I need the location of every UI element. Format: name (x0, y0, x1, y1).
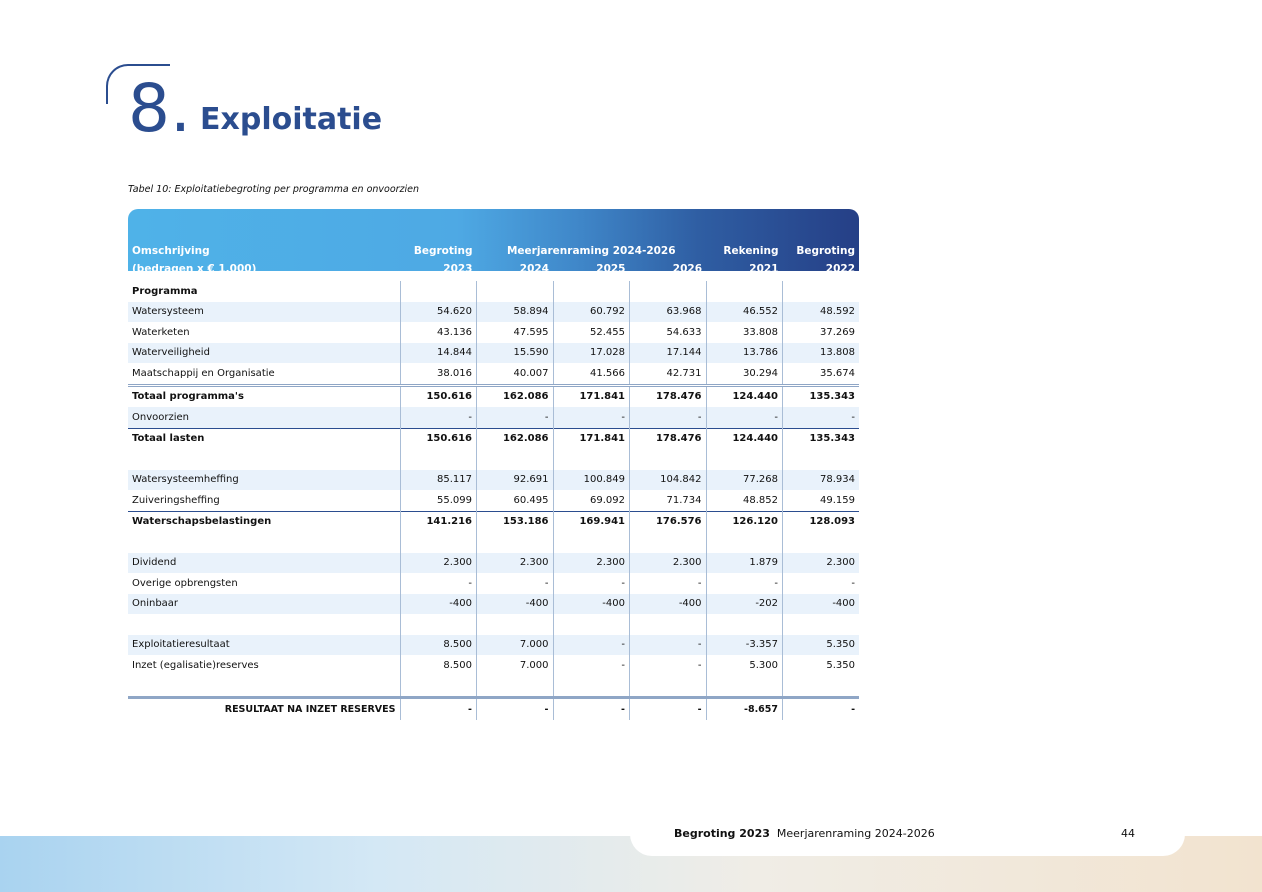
row-value: - (630, 407, 707, 428)
row-label: Waterketen (132, 326, 190, 338)
row-value (783, 676, 860, 698)
row-value: 5.300 (706, 655, 783, 676)
row-label: Zuiveringsheffing (132, 494, 220, 506)
row-value: - (630, 573, 707, 594)
table-row (128, 553, 859, 574)
row-value: 169.941 (553, 511, 630, 532)
header-year-2021: 2021 (749, 263, 779, 275)
row-value: -400 (477, 594, 554, 615)
header-year-2025: 2025 (596, 263, 626, 275)
row-value: 49.159 (783, 490, 860, 511)
row-value: 141.216 (400, 511, 477, 532)
row-value (783, 532, 860, 553)
row-value (400, 532, 477, 553)
row-label: Waterschapsbelastingen (128, 511, 400, 532)
row-value: 43.136 (400, 322, 477, 343)
row-value: 7.000 (477, 635, 554, 656)
row-label: Onvoorzien (128, 407, 400, 428)
row-value (783, 449, 860, 470)
row-value: - (400, 698, 477, 720)
row-value (553, 676, 630, 698)
row-value: - (783, 573, 860, 594)
row-label: Totaal programma's (128, 385, 400, 407)
row-value: 128.093 (783, 511, 860, 532)
row-label (128, 614, 400, 635)
row-value: - (783, 698, 860, 720)
row-value: - (553, 635, 630, 656)
row-value: -400 (783, 594, 860, 615)
row-label: Watersysteem (128, 302, 400, 323)
header-begroting-2022: Begroting (796, 245, 856, 257)
row-value: 7.000 (477, 655, 554, 676)
row-value (400, 449, 477, 470)
row-value: 33.808 (706, 322, 783, 343)
row-value: - (477, 573, 554, 594)
header-year-2023: 2023 (443, 263, 473, 275)
table-row (128, 407, 859, 428)
row-value: 54.633 (630, 322, 707, 343)
row-value (706, 532, 783, 553)
row-value (477, 614, 554, 635)
chapter-title: Exploitatie (200, 102, 383, 137)
row-value: 17.028 (553, 343, 630, 364)
row-value: 52.455 (553, 322, 630, 343)
row-value: - (630, 635, 707, 656)
header-year-2026: 2026 (672, 263, 703, 275)
table-row (128, 490, 859, 511)
row-value: - (400, 407, 477, 428)
row-value: 85.117 (400, 470, 477, 491)
row-value: -8.657 (706, 698, 783, 720)
row-value: 17.144 (630, 343, 707, 364)
table-row (128, 302, 859, 323)
row-value: - (553, 407, 630, 428)
header-meerjarenraming: Meerjarenraming 2024-2026 (506, 245, 676, 257)
row-label: Exploitatieresultaat (128, 635, 400, 656)
row-value: - (553, 655, 630, 676)
row-value (630, 676, 707, 698)
row-label: Overige opbrengsten (132, 577, 238, 589)
row-value: 55.099 (400, 490, 477, 511)
row-value: 77.268 (706, 470, 783, 491)
row-value (553, 281, 630, 302)
row-value: 38.016 (400, 363, 477, 385)
row-value: -400 (400, 594, 477, 615)
row-value: 124.440 (706, 385, 783, 407)
row-value: - (706, 407, 783, 428)
row-value: 162.086 (477, 385, 554, 407)
row-value: 5.350 (783, 655, 860, 676)
table-row (128, 281, 859, 302)
row-value: 58.894 (477, 302, 554, 323)
row-value: 8.500 (400, 635, 477, 656)
row-value: -3.357 (706, 635, 783, 656)
exploitation-table (128, 209, 859, 720)
row-value: -400 (553, 594, 630, 615)
row-value: 1.879 (706, 553, 783, 574)
row-value: - (553, 573, 630, 594)
row-value: 176.576 (630, 511, 707, 532)
row-value (630, 532, 707, 553)
row-value: 104.842 (630, 470, 707, 491)
row-value: 30.294 (706, 363, 783, 385)
row-value: - (783, 407, 860, 428)
header-year-2022: 2022 (825, 263, 856, 275)
row-value: - (400, 573, 477, 594)
page-number: 44 (1121, 827, 1135, 840)
table-row (128, 698, 859, 720)
row-value: 5.350 (783, 635, 860, 656)
header-begroting-2023: Begroting (413, 245, 473, 257)
row-value: 69.092 (553, 490, 630, 511)
row-value: 37.269 (783, 322, 860, 343)
row-value: 14.844 (400, 343, 477, 364)
row-value: 178.476 (630, 385, 707, 407)
row-value (553, 449, 630, 470)
table-row (128, 655, 859, 676)
row-value (630, 449, 707, 470)
row-label (128, 676, 400, 698)
table-row (128, 532, 859, 553)
row-value: 41.566 (553, 363, 630, 385)
header-unit: (bedragen x € 1.000) (132, 263, 257, 275)
table-row (128, 363, 859, 385)
row-label (128, 532, 400, 553)
row-value: -202 (706, 594, 783, 615)
table-row (128, 614, 859, 635)
table-row (128, 385, 859, 407)
row-value: - (553, 698, 630, 720)
row-value: 8.500 (400, 655, 477, 676)
row-value: 63.968 (630, 302, 707, 323)
row-value: 2.300 (400, 553, 477, 574)
row-value: 126.120 (706, 511, 783, 532)
footer-title-bold: Begroting 2023 (674, 827, 770, 840)
row-label: Watersysteemheffing (128, 470, 400, 491)
row-value: -400 (630, 594, 707, 615)
row-value: 100.849 (553, 470, 630, 491)
row-value: 48.592 (783, 302, 860, 323)
row-value: 178.476 (630, 428, 707, 449)
row-value (630, 614, 707, 635)
row-value: 54.620 (400, 302, 477, 323)
row-label: Waterveiligheid (128, 343, 400, 364)
header-year-2024: 2024 (519, 263, 549, 275)
row-value (783, 281, 860, 302)
row-value: 2.300 (477, 553, 554, 574)
footer-document-title (674, 827, 935, 840)
table-row (128, 343, 859, 364)
row-value: 171.841 (553, 385, 630, 407)
row-value (477, 532, 554, 553)
row-value: 92.691 (477, 470, 554, 491)
row-value (477, 449, 554, 470)
row-value: 2.300 (783, 553, 860, 574)
row-value: 46.552 (706, 302, 783, 323)
row-value: 2.300 (553, 553, 630, 574)
row-value (400, 281, 477, 302)
row-value: 42.731 (630, 363, 707, 385)
table-row (128, 676, 859, 698)
table-row (128, 470, 859, 491)
header-description: Omschrijving (132, 245, 210, 257)
row-value: 171.841 (553, 428, 630, 449)
row-value: 135.343 (783, 428, 860, 449)
row-value (477, 281, 554, 302)
table-row (128, 511, 859, 532)
row-label: Dividend (128, 553, 400, 574)
row-value: 40.007 (477, 363, 554, 385)
row-value (706, 614, 783, 635)
row-value: 2.300 (630, 553, 707, 574)
row-value (477, 676, 554, 698)
table-caption: Tabel 10: Exploitatiebegroting per programma en onvoorzien (128, 184, 420, 195)
row-label: Inzet (egalisatie)reserves (132, 659, 259, 671)
row-value (783, 614, 860, 635)
table-body (128, 281, 859, 720)
table-row (128, 322, 859, 343)
row-value: 47.595 (477, 322, 554, 343)
row-value (400, 676, 477, 698)
row-value: 13.786 (706, 343, 783, 364)
row-value: - (477, 698, 554, 720)
row-value (553, 614, 630, 635)
row-value (400, 614, 477, 635)
row-value: 135.343 (783, 385, 860, 407)
row-value: 78.934 (783, 470, 860, 491)
row-label: RESULTAAT NA INZET RESERVES (128, 698, 400, 720)
row-value: 153.186 (477, 511, 554, 532)
row-value: 35.674 (783, 363, 860, 385)
row-value: - (630, 655, 707, 676)
header-rekening: Rekening (723, 245, 779, 257)
row-value: 150.616 (400, 428, 477, 449)
row-label: Maatschappij en Organisatie (132, 367, 275, 379)
row-value: - (477, 407, 554, 428)
row-value: 60.792 (553, 302, 630, 323)
row-value: 124.440 (706, 428, 783, 449)
row-value: 162.086 (477, 428, 554, 449)
row-value: - (630, 698, 707, 720)
row-label: Programma (132, 285, 198, 297)
row-value: - (706, 573, 783, 594)
footer-title-rest: Meerjarenraming 2024-2026 (776, 827, 935, 840)
table-row (128, 449, 859, 470)
table-row (128, 428, 859, 449)
row-label: Oninbaar (128, 594, 400, 615)
row-value: 150.616 (400, 385, 477, 407)
table-row (128, 594, 859, 615)
table-row (128, 635, 859, 656)
row-label (128, 449, 400, 470)
row-value: 13.808 (783, 343, 860, 364)
row-value (706, 281, 783, 302)
row-value: 71.734 (630, 490, 707, 511)
row-label: Totaal lasten (128, 428, 400, 449)
table-row (128, 573, 859, 594)
row-value (553, 532, 630, 553)
row-value: 48.852 (706, 490, 783, 511)
row-value (706, 676, 783, 698)
row-value (706, 449, 783, 470)
chapter-number: 8. (128, 70, 191, 147)
row-value (630, 281, 707, 302)
row-value: 15.590 (477, 343, 554, 364)
row-value: 60.495 (477, 490, 554, 511)
